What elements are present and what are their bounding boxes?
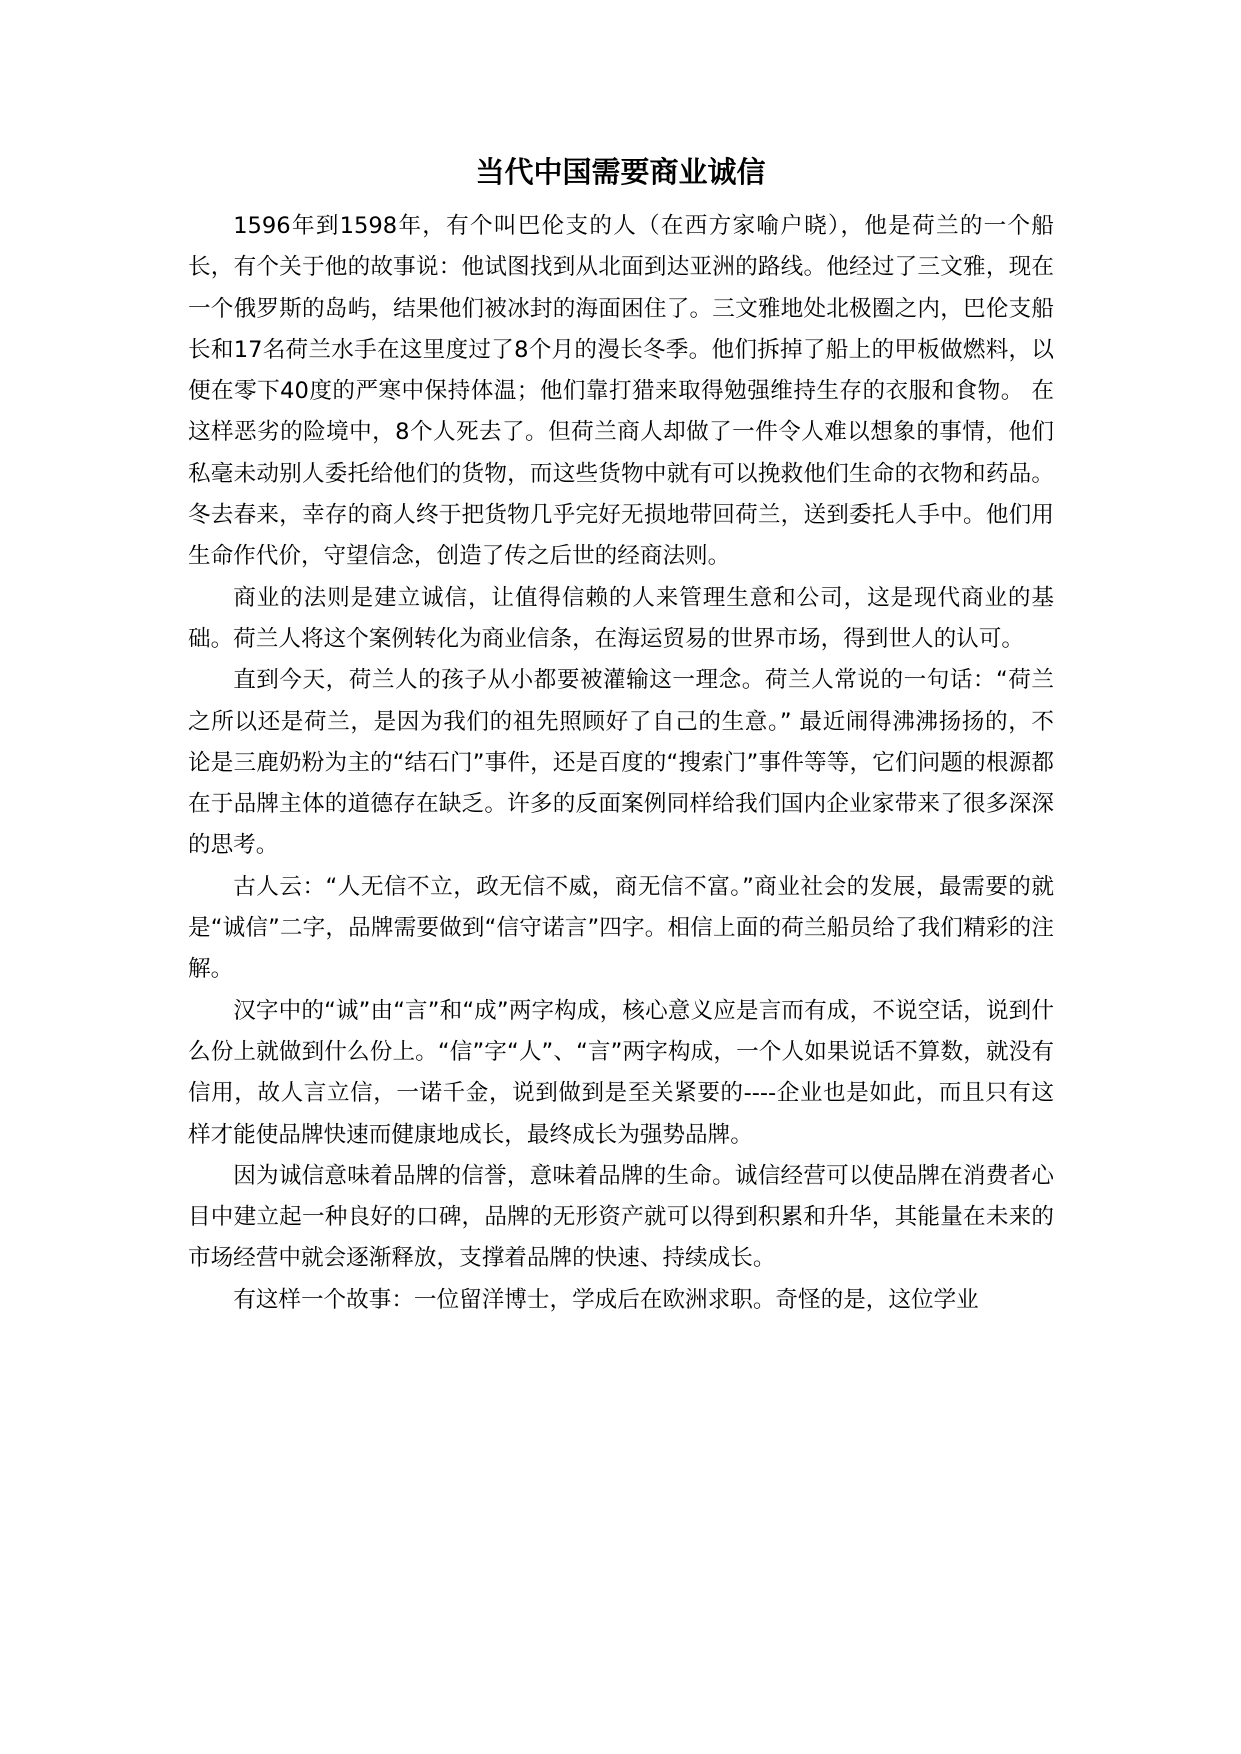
paragraph-doctor-story: 有这样一个故事：一位留洋博士，学成后在欧洲求职。奇怪的是，这位学业 — [233, 1286, 979, 1313]
paragraph-ancient-saying: 古人云：“人无信不立，政无信不威，商无信不富。”商业社会的发展，最需要的就是“诚信”二字，品牌需要做到“信守诺言”四字。相信上面的荷兰船员给了我们精彩的注解。 — [188, 873, 1054, 983]
paragraph-barents-story: 1596年到1598年，有个叫巴伦支的人（在西方家喻户晓），他是荷兰的一个船长，有个关于他的故事说：他试图找到从北面到达亚洲的路线。他经过了三文雅，现在一个俄罗斯的岛屿，结果他们被冰封的海面困住了。三文雅地处北极圈之内，巴伦支船长和17名荷兰水手在这里度过了8个月的漫长冬季。他们拆掉了船上的甲板做燃料，以便在零下40度的严寒中保持体温；他们靠打猎来取得勉强维持生存的衣服和食物。 在这样恶劣的险境中，8个人死去了。但荷兰商人却做了一件令人难以想象的事情，他们私毫未动别人委托给他们的货物，而这些货物中就有可以挽救他们生命的衣物和药品。冬去春来，幸存的商人终于把货物几乎完好无损地带回荷兰，送到委托人手中。他们用生命作代价，守望信念，创造了传之后世的经商法则。 — [188, 213, 1054, 570]
paragraph-business-rule: 商业的法则是建立诚信，让值得信赖的人来管理生意和公司，这是现代商业的基础。荷兰人将这个案例转化为商业信条，在海运贸易的世界市场，得到世人的认可。 — [188, 584, 1054, 652]
paragraph-dutch-today: 直到今天，荷兰人的孩子从小都要被灌输这一理念。荷兰人常说的一句话：“荷兰之所以还是荷兰，是因为我们的祖先照顾好了自己的生意。” 最近闹得沸沸扬扬的，不论是三鹿奶粉为主的“结石门”事件，还是百度的“搜索门”事件等等，它们问题的根源都在于品牌主体的道德存在缺乏。许多的反面案例同样给我们国内企业家带来了很多深深的思考。 — [188, 667, 1054, 859]
document-body — [188, 206, 1054, 1321]
paragraph-character-meaning: 汉字中的“诚”由“言”和“成”两字构成，核心意义应是言而有成，不说空话，说到什么份上就做到什么份上。“信”字“人”、“言”两字构成，一个人如果说话不算数，就没有信用，故人言立信，一诺千金，说到做到是至关紧要的----企业也是如此，而且只有这样才能使品牌快速而健康地成长，最终成长为强势品牌。 — [188, 997, 1054, 1148]
paragraph-brand-reputation: 因为诚信意味着品牌的信誉，意味着品牌的生命。诚信经营可以使品牌在消费者心目中建立起一种良好的口碑，品牌的无形资产就可以得到积累和升华，其能量在未来的市场经营中就会逐渐释放，支撑着品牌的快速、持续成长。 — [188, 1162, 1054, 1272]
document-title: 当代中国需要商业诚信 — [475, 155, 766, 189]
